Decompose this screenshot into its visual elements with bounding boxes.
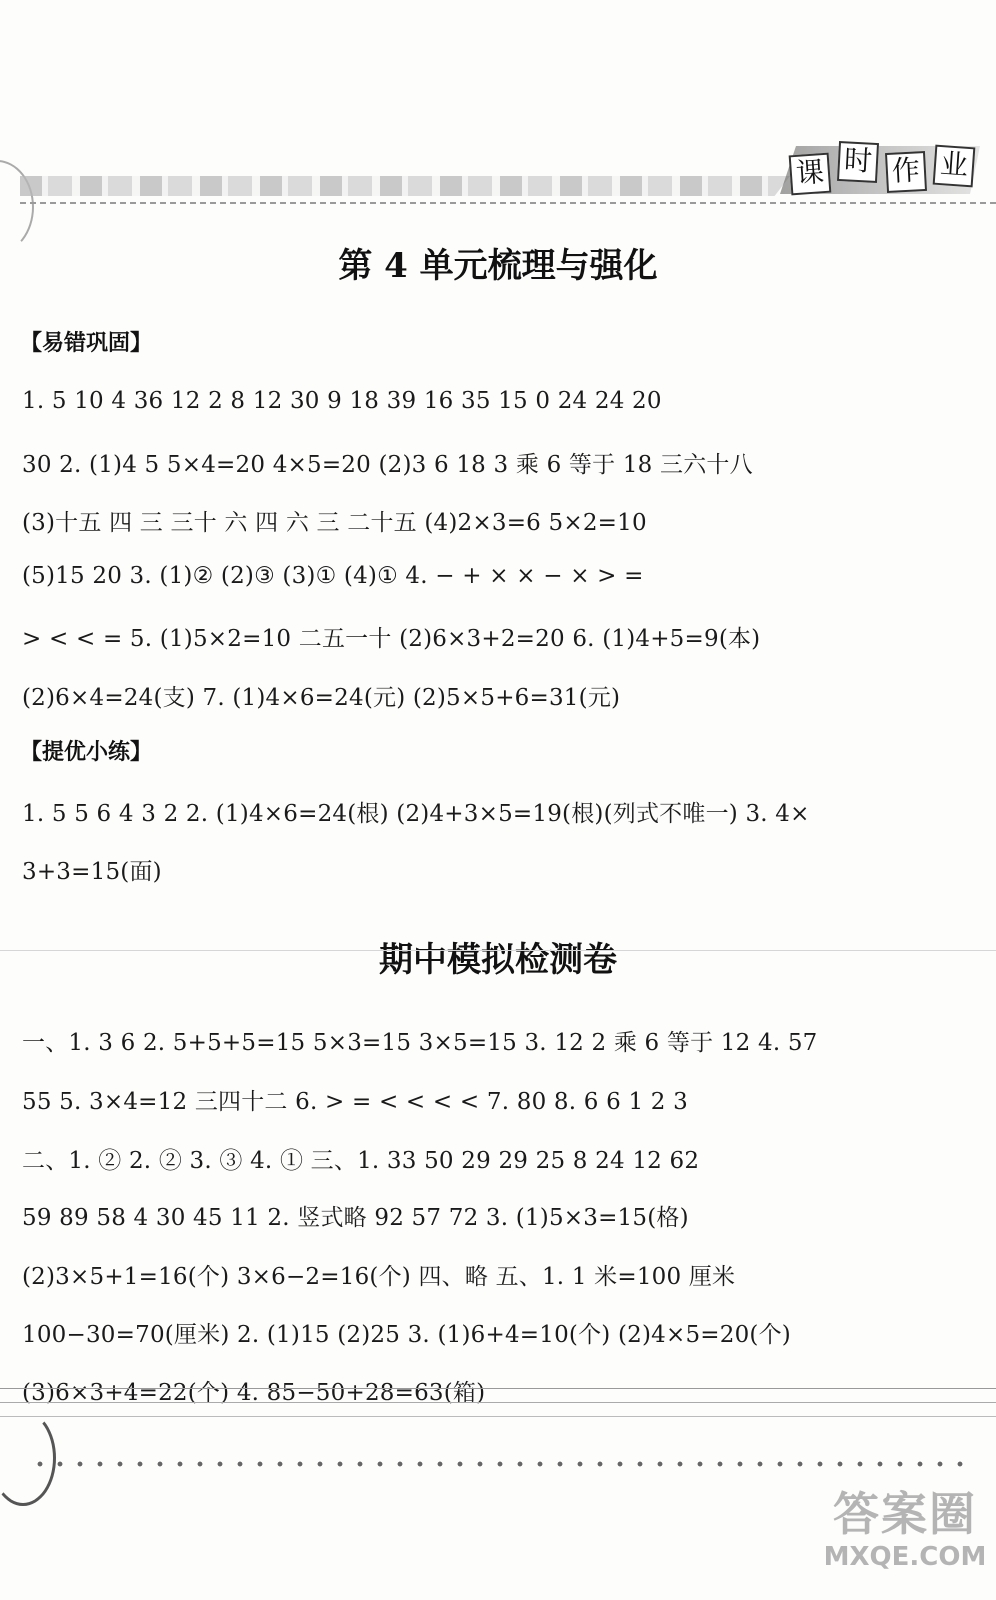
scan-rule	[0, 950, 996, 951]
header-divider	[20, 202, 996, 204]
answer-line: 1. 5 10 4 36 12 2 8 12 30 9 18 39 16 35 15 0 24 24 20	[22, 388, 662, 414]
answer-line: 一、1. 3 6 2. 5+5+5=15 5×3=15 3×5=15 3. 12 2 乘 6 等于 12 4. 57	[22, 1030, 818, 1056]
watermark-cn: 答案圈	[833, 1487, 977, 1541]
answer-line: 30 2. (1)4 5 5×4=20 4×5=20 (2)3 6 18 3 乘 6 等于 18 三六十八	[22, 452, 753, 478]
watermark-en: MXQE.COM	[823, 1542, 987, 1572]
subsection-heading-advanced-practice: 【提优小练】	[20, 740, 153, 765]
footer-dot-row	[30, 1448, 970, 1478]
logo-char: 时	[837, 141, 879, 183]
answer-line: 55 5. 3×4=12 三四十二 6. > = < < < < 7. 80 8. 6 6 1 2 3	[22, 1089, 688, 1115]
answer-line: (2)3×5+1=16(个) 3×6−2=16(个) 四、略 五、1. 1 米=100 厘米	[22, 1264, 736, 1290]
answer-line: 1. 5 5 6 4 3 2 2. (1)4×6=24(根) (2)4+3×5=19(根)(列式不唯一) 3. 4×	[22, 801, 810, 827]
subsection-heading-error-review: 【易错巩固】	[20, 331, 153, 356]
header-band	[20, 176, 790, 196]
section-title-midterm: 期中模拟检测卷	[379, 940, 617, 980]
logo-char: 业	[933, 145, 976, 188]
logo-char: 课	[789, 153, 832, 196]
answer-line: 59 89 58 4 30 45 11 2. 竖式略 92 57 72 3. (1)5×3=15(格)	[22, 1205, 689, 1231]
answer-line: (5)15 20 3. (1)② (2)③ (3)① (4)① 4. − + × × − × > =	[22, 563, 644, 589]
section-title-unit4: 第 4 单元梳理与强化	[338, 246, 658, 286]
answer-line: 二、1. ② 2. ② 3. ③ 4. ① 三、1. 33 50 29 29 25 8 24 12 62	[22, 1148, 700, 1174]
answer-line: (3)6×3+4=22(个) 4. 85−50+28=63(箱)	[22, 1380, 486, 1406]
footer-rules	[0, 1388, 996, 1428]
answer-line: > < < = 5. (1)5×2=10 二五一十 (2)6×3+2=20 6. (1)4+5=9(本)	[22, 626, 761, 652]
logo-char: 作	[885, 151, 927, 193]
answer-line: (3)十五 四 三 三十 六 四 六 三 二十五 (4)2×3=6 5×2=10	[22, 510, 647, 536]
watermark	[820, 1486, 990, 1596]
series-logo	[780, 140, 980, 198]
answer-line: 100−30=70(厘米) 2. (1)15 (2)25 3. (1)6+4=10(个) (2)4×5=20(个)	[22, 1322, 791, 1348]
answer-line: 3+3=15(面)	[22, 859, 162, 885]
answer-line: (2)6×4=24(支) 7. (1)4×6=24(元) (2)5×5+6=31(元)	[22, 685, 621, 711]
